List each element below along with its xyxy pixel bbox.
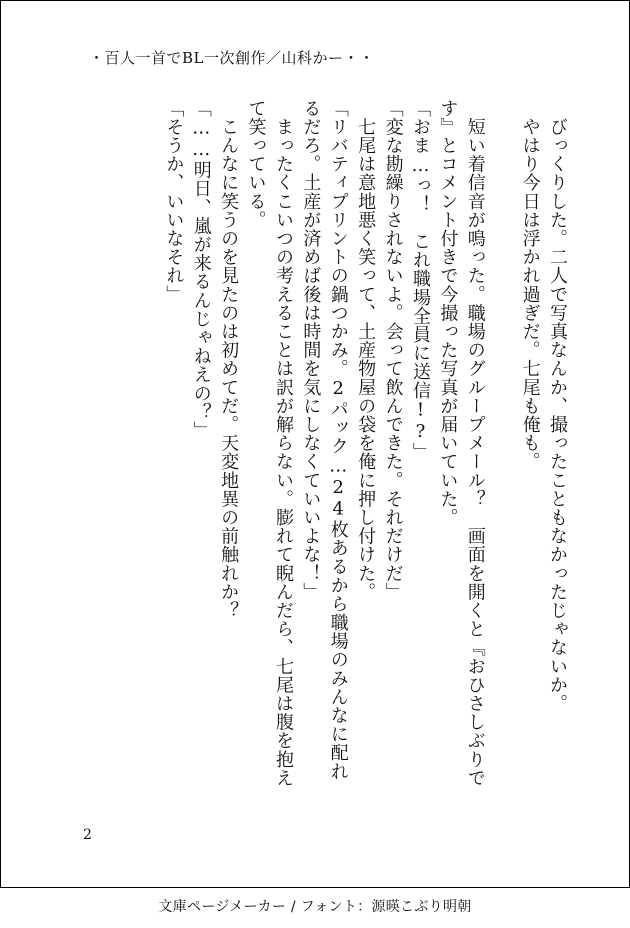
paragraph: こんなに笑うのを見たのは初めてだ。天変地異の前触れか？: [218, 99, 240, 620]
paragraph: 「おま…っ！ これ職場全員に送信!?」: [409, 99, 431, 462]
paragraph: やはり今日は浮かれ過ぎだ。七尾も俺も。: [519, 99, 541, 471]
paragraph-blank: [489, 99, 516, 799]
paragraph: 「……明日、嵐が来るんじゃねえの？」: [190, 99, 212, 440]
paragraph: 短い着信音が鳴った。職場のグループメール？ 画面を開くと『おひさしぶりです』とコメント付きで今撮った写真が届いていた。: [437, 99, 486, 788]
paragraph: まったくこいつの考えることは訳が解らない。膨れて睨んだら、七尾は腹を抱えて笑っている。: [245, 99, 294, 788]
paragraph: 七尾は意地悪く笑って、土産物屋の袋を俺に押し付けた。: [355, 99, 377, 602]
footer-credit: 文庫ページメーカー / フォント：源暎こぶり明朝: [158, 899, 472, 915]
paragraph: 「そうか、いいなそれ」: [163, 99, 185, 304]
body-text: [160, 99, 571, 799]
paragraph: 「変な勘繰りされないよ。会って飲んできた。それだけだ」: [382, 99, 404, 602]
page-number: 2: [83, 827, 92, 843]
paragraph: びっくりした。二人で写真なんか、撮ったこともなかったじゃないか。: [547, 99, 568, 713]
paragraph: 「リバティプリントの鍋つかみ。2パック…24枚あるから職場のみんなに配れるだろ。土産が済めば後は時間を気にしなくていいよな！」: [300, 99, 349, 781]
header-title: ・百人一首でBL一次創作／山科かー・・: [89, 49, 375, 67]
